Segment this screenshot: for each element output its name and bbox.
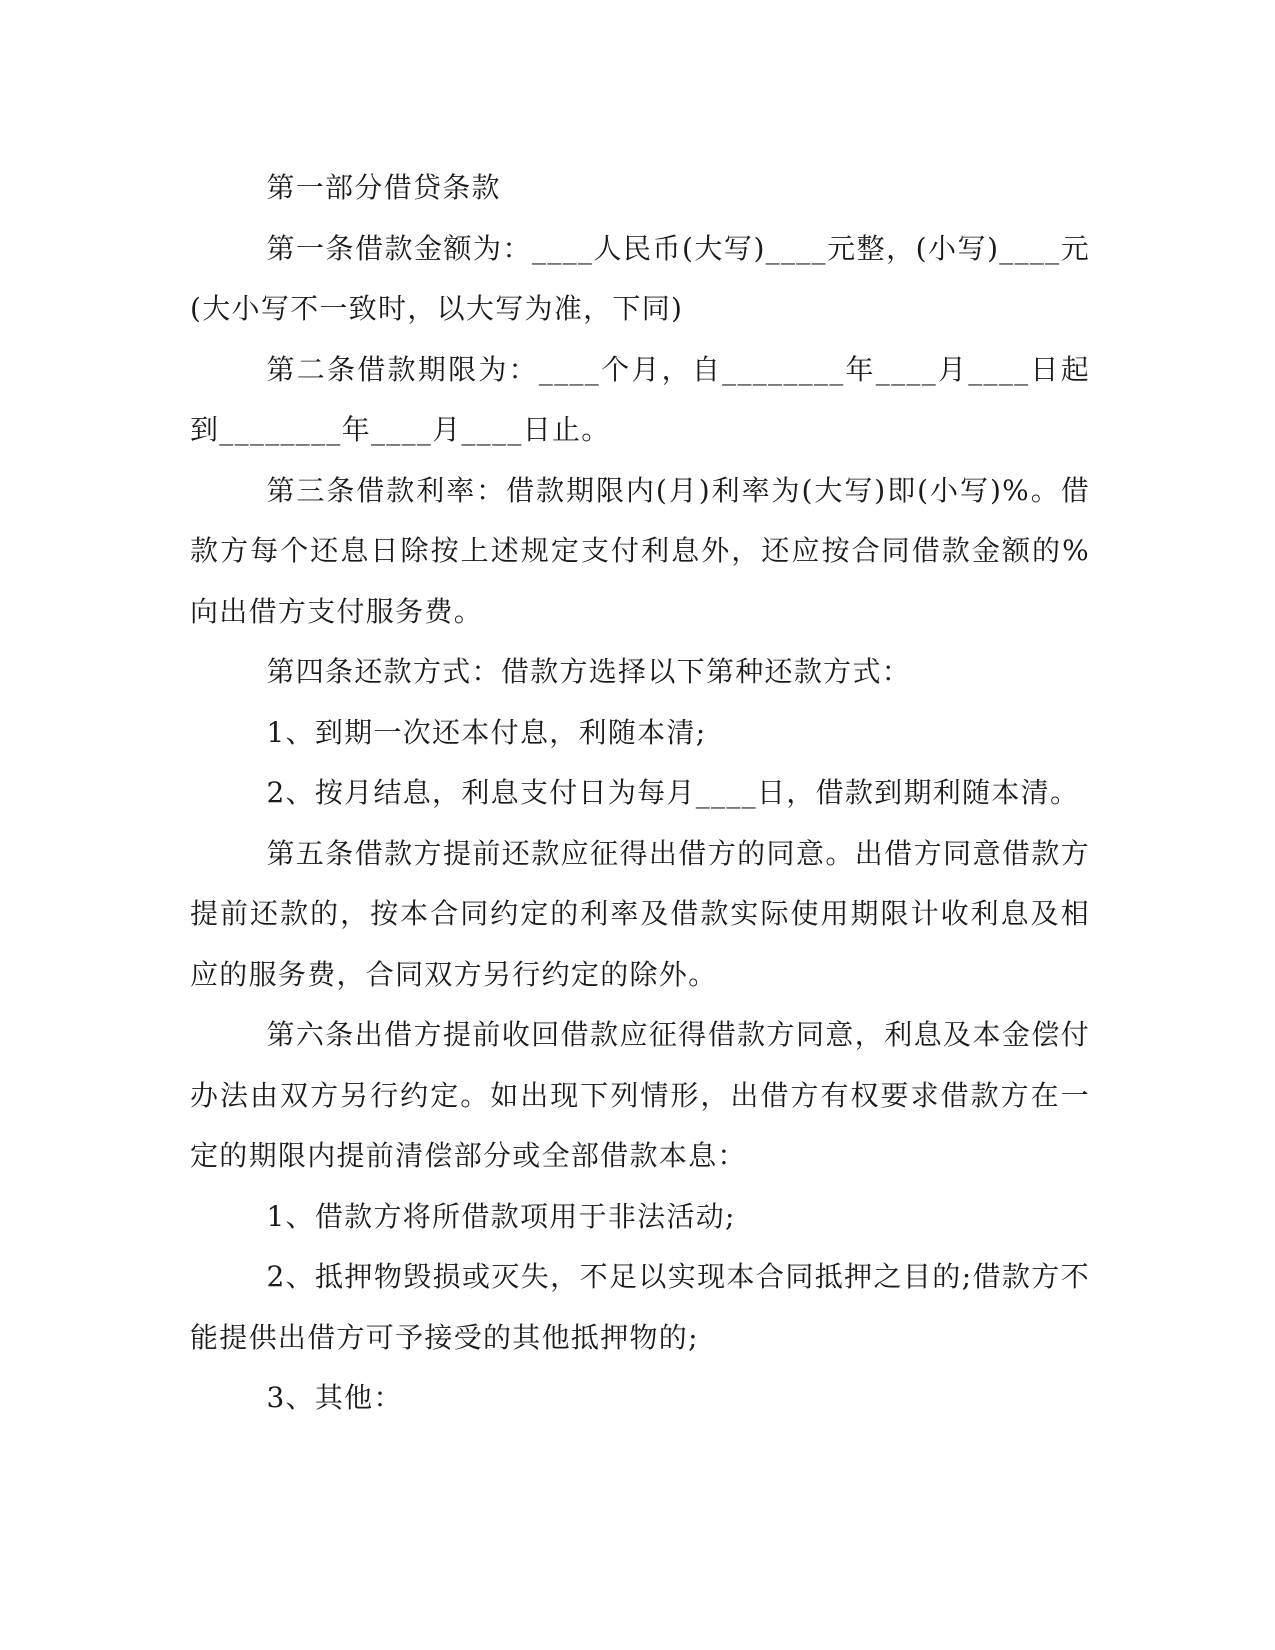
recall-case-3: 3、其他： bbox=[266, 1381, 403, 1414]
clause-3-interest: 第三条借款利率：借款期限内(月)利率为(大写)即(小写)%。借款方每个还息日除按上述规定支付利息外，还应按合同借款金额的%向出借方支付服务费。 bbox=[190, 473, 1090, 628]
recall-case-1: 1、借款方将所借款项用于非法活动; bbox=[266, 1199, 736, 1233]
clause-4-repayment: 第四条还款方式：借款方选择以下第种还款方式： bbox=[266, 655, 912, 688]
clause-1-amount: 第一条借款金额为：____人民币(大写)____元整，(小写)____元(大小写不一致时，以大写为准，下同) bbox=[190, 231, 1090, 325]
clause-6-early-recall: 第六条出借方提前收回借款应征得借款方同意，利息及本金偿付办法由双方另行约定。如出现下列情形，出借方有权要求借款方在一定的期限内提前清偿部分或全部借款本息： bbox=[190, 1018, 1090, 1172]
recall-case-2: 2、抵押物毁损或灭失，不足以实现本合同抵押之目的;借款方不能提供出借方可予接受的其他抵押物的; bbox=[190, 1260, 1090, 1354]
clause-5-early-repayment: 第五条借款方提前还款应征得出借方的同意。出借方同意借款方提前还款的，按本合同约定的利率及借款实际使用期限计收利息及相应的服务费，合同双方另行约定的除外。 bbox=[190, 836, 1090, 991]
section-title: 第一部分借贷条款 bbox=[266, 171, 501, 204]
repayment-option-2: 2、按月结息，利息支付日为每月____日，借款到期利随本清。 bbox=[266, 776, 1080, 809]
repayment-option-1: 1、到期一次还本付息，利随本清; bbox=[266, 715, 707, 749]
clause-2-term: 第二条借款期限为：____个月，自________年____月____日起到________年____月____日止。 bbox=[190, 352, 1090, 446]
document-body bbox=[190, 158, 1090, 1429]
